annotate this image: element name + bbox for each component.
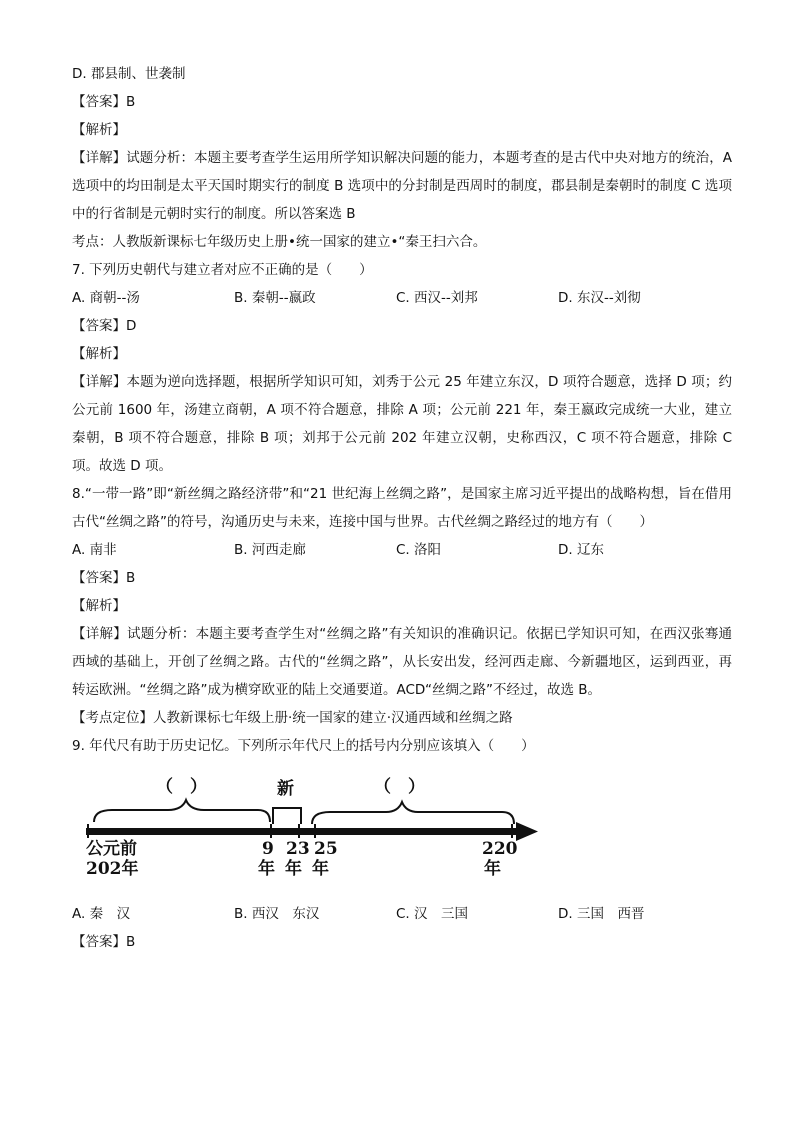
q7-option-d: D. 东汉--刘彻: [558, 290, 641, 306]
middle-bracket: [273, 808, 301, 824]
q8-analysis-label: 【解析】: [72, 598, 126, 614]
q8-answer: 【答案】B: [72, 570, 136, 586]
q7-stem: 7. 下列历史朝代与建立者对应不正确的是（ ）: [72, 262, 373, 278]
timeline-graphic: [72, 772, 542, 892]
timeline-figure: [72, 772, 732, 892]
tick-label-202bc-bottom: 202年: [86, 859, 139, 879]
timeline-middle-label: 新: [277, 779, 294, 799]
right-brace: [312, 802, 514, 824]
tick-label-220-bottom: 年: [484, 859, 501, 879]
q6-analysis-label: 【解析】: [72, 122, 126, 138]
tick-label-25-top: 25: [314, 839, 338, 859]
tick-label-202bc-top: 公元前: [86, 839, 137, 859]
q7-option-a: A. 商朝--汤: [72, 290, 140, 306]
tick-label-9-bottom: 年: [258, 859, 275, 879]
q9-options: [72, 900, 732, 928]
tick-label-9-top: 9: [262, 839, 274, 859]
q8-option-c: C. 洛阳: [396, 542, 442, 558]
timeline-bracket-right: （ ）: [374, 777, 425, 797]
q8-option-a: A. 南非: [72, 542, 117, 558]
q7-options: [72, 284, 732, 312]
q8-options: [72, 536, 732, 564]
q8-kaodian: 【考点定位】人教新课标七年级上册·统一国家的建立·汉通西域和丝绸之路: [72, 710, 513, 726]
timeline-arrow: [516, 822, 538, 841]
tick-label-23-top: 23: [286, 839, 310, 859]
q6-answer: 【答案】B: [72, 94, 136, 110]
q7-option-c: C. 西汉--刘邦: [396, 290, 478, 306]
q9-option-b: B. 西汉 东汉: [234, 906, 320, 922]
left-brace: [94, 800, 270, 822]
q8-stem: 8.“一带一路”即“新丝绸之路经济带”和“21 世纪海上丝绸之路”，是国家主席习近平提出的战略构想，旨在借用古代“丝绸之路”的符号，沟通历史与未来，连接中国与世界。古代丝绸之路经过的地方有（ ）: [72, 486, 732, 530]
q9-answer: 【答案】B: [72, 934, 136, 950]
q9-option-a: A. 秦 汉: [72, 906, 131, 922]
tick-label-23-bottom: 年: [285, 859, 302, 879]
q7-detail: 【详解】本题为逆向选择题，根据所学知识可知，刘秀于公元 25 年建立东汉，D 项符合题意，选择 D 项；约公元前 1600 年，汤建立商朝，A 项不符合题意，排除 A 项；公元前 221 年，秦王嬴政完成统一大业，建立秦朝，B 项不符合题意，排除 B 项；刘邦于公元前 202 年建立汉朝，史称西汉，C 项不符合题意，排除 C 项。故选 D 项。: [72, 374, 732, 474]
q8-option-d: D. 辽东: [558, 542, 604, 558]
q9-stem: 9. 年代尺有助于历史记忆。下列所示年代尺上的括号内分别应该填入（ ）: [72, 738, 535, 754]
q8-option-b: B. 河西走廊: [234, 542, 306, 558]
q9-option-d: D. 三国 西晋: [558, 906, 645, 922]
q6-option-d: D. 郡县制、世袭制: [72, 66, 186, 82]
tick-label-220-top: 220: [482, 839, 518, 859]
tick-label-25-bottom: 年: [312, 859, 329, 879]
q6-kaodian: 考点：人教版新课标七年级历史上册•统一国家的建立•“秦王扫六合。: [72, 234, 487, 250]
q7-answer: 【答案】D: [72, 318, 137, 334]
q9-option-c: C. 汉 三国: [396, 906, 469, 922]
q7-option-b: B. 秦朝--嬴政: [234, 290, 316, 306]
timeline-bracket-left: （ ）: [156, 777, 207, 797]
q8-detail: 【详解】试题分析：本题主要考查学生对“丝绸之路”有关知识的准确识记。依据已学知识可知，在西汉张骞通西域的基础上，开创了丝绸之路。古代的“丝绸之路”，从长安出发，经河西走廊、今新疆地区，运到西亚，再转运欧洲。“丝绸之路”成为横穿欧亚的陆上交通要道。ACD“丝绸之路”不经过，故选 B。: [72, 626, 732, 698]
q6-detail: 【详解】试题分析：本题主要考查学生运用所学知识解决问题的能力，本题考查的是古代中央对地方的统治，A 选项中的均田制是太平天国时期实行的制度 B 选项中的分封制是西周时的制度，郡县制是秦朝时的制度 C 选项中的行省制是元朝时实行的制度。所以答案选 B: [72, 150, 732, 222]
timeline-axis: [86, 828, 518, 835]
q7-analysis-label: 【解析】: [72, 346, 126, 362]
document-page: [72, 60, 732, 956]
